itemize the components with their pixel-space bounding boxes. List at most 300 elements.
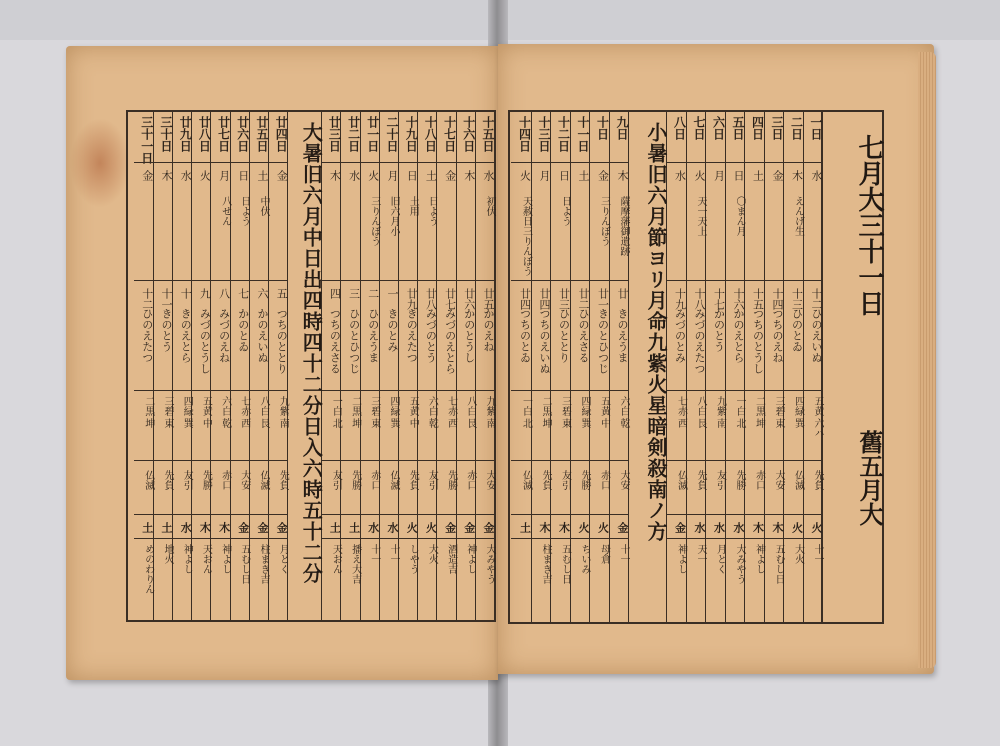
direction: 坤 (349, 418, 361, 428)
rokki-omen: 先勝 (734, 470, 745, 490)
lunar-date: 廿八 (424, 288, 438, 310)
day-number: 十二日 (556, 116, 571, 152)
day-number: 七日 (692, 116, 706, 140)
row-divider (589, 460, 609, 461)
event-note: 天一天上 (695, 196, 706, 236)
weekday: 土 (424, 170, 438, 181)
event-note: 初伏 (483, 196, 495, 216)
extra-note: 地火 (161, 544, 173, 564)
event-note: 三りんぼう (598, 196, 610, 246)
day-number: 一日 (809, 116, 823, 140)
eto-sign: ひのととり (557, 308, 571, 363)
row-divider (456, 390, 475, 391)
lunar-date: 十六 (732, 288, 745, 310)
row-divider (705, 280, 725, 281)
extra-note: 大みやう (734, 544, 745, 584)
day-column (436, 112, 456, 620)
kyusei-star: 四緑 (792, 396, 804, 416)
event-note: 中伏 (257, 196, 269, 216)
row-divider (550, 162, 570, 163)
row-divider (744, 162, 764, 163)
weekday: 日 (236, 170, 250, 181)
lunar-date: 廿三 (557, 288, 571, 310)
weekday: 木 (790, 170, 804, 181)
kyusei-star: 二黒 (540, 396, 551, 416)
row-divider (379, 538, 398, 539)
weekday: 土 (577, 170, 590, 181)
row-divider (436, 460, 455, 461)
lunar-date: 廿九 (405, 288, 419, 310)
kyusei-star: 三碧 (773, 396, 784, 416)
weekday: 火 (518, 170, 532, 181)
rokki-omen: 仏滅 (520, 470, 532, 490)
weekday: 水 (481, 170, 495, 181)
direction: 中 (407, 418, 419, 428)
row-divider (570, 280, 590, 281)
direction: 坤 (540, 418, 551, 428)
row-divider (803, 390, 823, 391)
lunar-date: 四 (328, 288, 342, 299)
row-divider (379, 280, 398, 281)
element: 木 (198, 522, 212, 533)
day-column (360, 112, 380, 620)
row-divider (705, 460, 725, 461)
eto-sign: きのとみ (385, 308, 399, 352)
row-divider (570, 162, 590, 163)
row-divider (210, 280, 229, 281)
extra-note: 五むし日 (559, 544, 571, 584)
element: 金 (275, 522, 289, 533)
day-column (268, 112, 288, 620)
direction: 坤 (142, 418, 154, 428)
element: 火 (790, 522, 804, 533)
row-divider (379, 514, 398, 515)
row-divider (511, 390, 531, 391)
row-divider (191, 162, 210, 163)
row-divider (379, 460, 398, 461)
row-divider (268, 162, 287, 163)
row-divider (744, 514, 764, 515)
direction: 六ハ (812, 418, 823, 438)
lunar-date: 八 (217, 288, 231, 299)
row-divider (705, 514, 725, 515)
row-divider (725, 514, 745, 515)
row-divider (511, 280, 531, 281)
row-divider (531, 390, 551, 391)
weekday: 水 (673, 170, 687, 181)
kyusei-star: 二黒 (349, 396, 361, 416)
eto-sign: みづのえね (217, 308, 231, 363)
weekday: 月 (712, 170, 726, 181)
extra-note: 天おん (200, 544, 212, 574)
row-divider (666, 460, 686, 461)
day-column (705, 112, 726, 622)
day-column (686, 112, 707, 622)
day-column (609, 112, 630, 622)
lunar-date: 七 (236, 288, 250, 299)
row-divider (153, 390, 172, 391)
eto-sign: ひのえうま (366, 308, 380, 363)
row-divider (340, 280, 359, 281)
rokki-omen: 大安 (238, 470, 250, 490)
row-divider (321, 514, 340, 515)
direction: 乾 (426, 418, 438, 428)
row-divider (783, 460, 803, 461)
row-divider (764, 390, 784, 391)
lunar-date: 十 (179, 288, 193, 299)
extra-note: 酒造吉 (445, 544, 457, 574)
direction: 巽 (792, 418, 804, 428)
rokki-omen: 先勝 (349, 470, 361, 490)
element: 金 (616, 522, 629, 533)
eto-sign: みづのえとら (443, 308, 457, 374)
direction: 東 (773, 418, 784, 428)
direction: 南 (483, 418, 495, 428)
kyusei-star: 七赤 (238, 396, 250, 416)
row-divider (456, 538, 475, 539)
row-divider (764, 538, 784, 539)
eto-sign: かのとゐ (236, 308, 250, 352)
rokki-omen: 先負 (540, 470, 551, 490)
eto-sign: つちのとうし (751, 308, 765, 374)
kyusei-star: 一白 (330, 396, 342, 416)
row-divider (725, 538, 745, 539)
row-divider (398, 162, 417, 163)
row-divider (398, 514, 417, 515)
element: 木 (771, 522, 784, 533)
row-divider (210, 514, 229, 515)
day-number: 二日 (789, 116, 804, 140)
row-divider (570, 390, 590, 391)
rokki-omen: 友引 (426, 470, 438, 490)
row-divider (417, 460, 436, 461)
weekday: 金 (140, 170, 154, 181)
row-divider (398, 390, 417, 391)
row-divider (609, 460, 629, 461)
row-divider (686, 162, 706, 163)
row-divider (803, 162, 823, 163)
extra-note: 神よし (675, 544, 687, 574)
day-number: 廿七日 (216, 116, 231, 152)
rokki-omen: 仏滅 (675, 470, 687, 490)
row-divider (172, 390, 191, 391)
row-divider (531, 538, 551, 539)
eto-sign: みづのとみ (673, 308, 687, 363)
element: 火 (424, 522, 438, 533)
day-column (570, 112, 591, 622)
element: 水 (732, 522, 745, 533)
weekday: 金 (596, 170, 610, 181)
day-column (172, 112, 192, 620)
day-column (666, 112, 687, 622)
row-divider (230, 514, 249, 515)
extra-note: 神よし (753, 544, 765, 574)
element: 火 (596, 522, 610, 533)
element: 金 (462, 522, 476, 533)
month-title: 七月大三十一日 (854, 134, 884, 316)
direction: 東 (368, 418, 380, 428)
lunar-date: 十九 (673, 288, 687, 310)
extra-note: 播え大吉 (349, 544, 361, 584)
element: 土 (347, 522, 361, 533)
row-divider (666, 280, 686, 281)
element: 水 (179, 522, 193, 533)
row-divider (191, 514, 210, 515)
day-column (589, 112, 610, 622)
extra-note: 五むし日 (773, 544, 784, 584)
row-divider (172, 514, 191, 515)
row-divider (609, 514, 629, 515)
element: 火 (577, 522, 590, 533)
extra-note: 十一 (387, 544, 399, 564)
lunar-date: 十七 (712, 288, 726, 310)
weekday: 月 (538, 170, 551, 181)
row-divider (783, 280, 803, 281)
lunar-date: 廿一 (596, 288, 610, 310)
element: 金 (443, 522, 457, 533)
row-divider (230, 162, 249, 163)
element: 金 (673, 522, 687, 533)
element: 金 (255, 522, 269, 533)
day-column (803, 112, 824, 622)
day-column (134, 112, 154, 620)
kyusei-star: 八白 (257, 396, 269, 416)
row-divider (360, 460, 379, 461)
row-divider (531, 514, 551, 515)
kyusei-star: 八白 (464, 396, 476, 416)
row-divider (609, 280, 629, 281)
event-note: 土用 (407, 196, 419, 216)
extra-note: しやう (407, 544, 419, 574)
solar-term-note: 大暑旧六月中日出四時四十二分日入六時五十二分 (299, 122, 324, 584)
row-divider (172, 280, 191, 281)
day-number: 九日 (615, 116, 629, 140)
row-divider (321, 390, 340, 391)
day-number: 十七日 (442, 116, 457, 152)
eto-sign: つちのえいぬ (538, 308, 551, 374)
row-divider (783, 390, 803, 391)
row-divider (398, 460, 417, 461)
row-divider (589, 280, 609, 281)
event-note: 三りんぼう (368, 196, 380, 246)
rokki-omen: 先負 (277, 470, 289, 490)
rokki-omen: 先勝 (579, 470, 590, 490)
row-divider (134, 390, 153, 391)
day-number: 八日 (672, 116, 687, 140)
weekday: 日 (732, 170, 745, 181)
row-divider (456, 514, 475, 515)
eto-sign: ひのえたつ (140, 308, 154, 363)
eto-sign: ひのえさる (577, 308, 590, 363)
day-number: 十八日 (423, 116, 438, 152)
extra-note: ちいみ (579, 544, 590, 574)
day-column (340, 112, 360, 620)
day-number: 廿三日 (327, 116, 342, 152)
day-column (550, 112, 571, 622)
row-divider (172, 538, 191, 539)
row-divider (456, 460, 475, 461)
eto-sign: みづのとうし (198, 308, 212, 374)
eto-sign: つちのとゐ (518, 308, 532, 363)
lunar-date: 十二 (140, 288, 154, 310)
event-note: 〇まん月 (734, 196, 745, 236)
row-divider (249, 460, 268, 461)
rokki-omen: 赤口 (464, 470, 476, 490)
row-divider (417, 280, 436, 281)
weekday: 金 (771, 170, 784, 181)
element: 木 (217, 522, 231, 533)
row-divider (436, 280, 455, 281)
extra-note: 神よし (219, 544, 231, 574)
eto-sign: かのえいぬ (255, 308, 269, 363)
row-divider (436, 162, 455, 163)
day-number: 二十日 (384, 116, 399, 152)
kyusei-star: 九紫 (714, 396, 726, 416)
lunar-date: 十一 (159, 288, 173, 310)
row-divider (550, 538, 570, 539)
extra-note: 大火 (426, 544, 438, 564)
row-divider (134, 538, 153, 539)
eto-sign: つちのととり (275, 308, 289, 374)
row-divider (783, 514, 803, 515)
direction: 艮 (257, 418, 269, 428)
row-divider (475, 460, 494, 461)
day-number: 十三日 (537, 116, 551, 152)
day-number: 廿六日 (235, 116, 250, 152)
row-divider (456, 162, 475, 163)
rokki-omen: 赤口 (598, 470, 610, 490)
weekday: 火 (198, 170, 212, 181)
element: 木 (751, 522, 765, 533)
row-divider (744, 280, 764, 281)
row-divider (803, 514, 823, 515)
row-divider (550, 390, 570, 391)
element: 金 (236, 522, 250, 533)
direction: 南 (714, 418, 726, 428)
weekday: 水 (810, 170, 823, 181)
weekday: 金 (443, 170, 457, 181)
element: 土 (159, 522, 173, 533)
rokki-omen: 大安 (773, 470, 784, 490)
element: 木 (538, 522, 551, 533)
weekday: 木 (462, 170, 476, 181)
row-divider (570, 460, 590, 461)
row-divider (475, 390, 494, 391)
rokki-omen: 大安 (483, 470, 495, 490)
row-divider (666, 390, 686, 391)
extra-note: 母倉 (598, 544, 610, 564)
eto-sign: ひのとゐ (790, 308, 804, 352)
lunar-date: 十二 (810, 288, 823, 310)
direction: 東 (559, 418, 571, 428)
extra-note: 柱まき吉 (257, 544, 269, 584)
rokki-omen: 友引 (559, 470, 571, 490)
lunar-date: 廿六 (462, 288, 476, 310)
lunar-date: 廿 (616, 288, 629, 299)
day-number: 十日 (595, 116, 610, 140)
event-note: 日よう (559, 196, 571, 226)
row-divider (249, 538, 268, 539)
solar-term-note: 小暑旧六月節ヨリ月命九紫火星暗剣殺南ノ方 (644, 122, 668, 542)
row-divider (340, 390, 359, 391)
day-column (321, 112, 341, 620)
solar-term-note-column (287, 112, 322, 620)
extra-note: 月とく (714, 544, 726, 574)
weekday: 月 (217, 170, 231, 181)
rokki-omen: 仏滅 (257, 470, 269, 490)
element: 水 (712, 522, 726, 533)
row-divider (609, 162, 629, 163)
event-note: 日よう (426, 196, 438, 226)
kyusei-star: 五黄 (200, 396, 212, 416)
element: 木 (557, 522, 571, 533)
row-divider (589, 514, 609, 515)
rokki-omen: 友引 (714, 470, 726, 490)
eto-sign: きのとひつじ (596, 308, 610, 374)
lunar-date: 六 (255, 288, 269, 299)
row-divider (570, 514, 590, 515)
row-divider (268, 538, 287, 539)
lunar-date: 二 (366, 288, 380, 299)
kyusei-star: 七赤 (675, 396, 687, 416)
direction: 北 (734, 418, 745, 428)
row-divider (531, 280, 551, 281)
row-divider (249, 162, 268, 163)
row-divider (153, 460, 172, 461)
row-divider (398, 538, 417, 539)
day-column (475, 112, 495, 620)
day-column (531, 112, 552, 622)
kyusei-star: 一白 (520, 396, 532, 416)
rokki-omen: 友引 (330, 470, 342, 490)
row-divider (191, 390, 210, 391)
element: 土 (328, 522, 342, 533)
extra-note: 大みやう (483, 544, 495, 584)
row-divider (589, 162, 609, 163)
day-column (764, 112, 785, 622)
row-divider (153, 538, 172, 539)
lunar-date: 廿二 (577, 288, 590, 310)
row-divider (475, 514, 494, 515)
day-number: 廿八日 (197, 116, 212, 152)
row-divider (230, 538, 249, 539)
row-divider (417, 162, 436, 163)
extra-note: 神よし (181, 544, 193, 574)
row-divider (134, 162, 153, 163)
row-divider (210, 390, 229, 391)
row-divider (666, 514, 686, 515)
row-divider (783, 162, 803, 163)
row-divider (398, 280, 417, 281)
direction: 西 (238, 418, 250, 428)
row-divider (191, 460, 210, 461)
row-divider (725, 280, 745, 281)
row-divider (550, 460, 570, 461)
element: 水 (366, 522, 380, 533)
day-number: 三日 (770, 116, 784, 140)
kyusei-star: 二黒 (753, 396, 765, 416)
rokki-omen: 赤口 (219, 470, 231, 490)
left-calendar-table (126, 110, 496, 622)
row-divider (417, 538, 436, 539)
lunar-date: 十八 (693, 288, 706, 310)
kyusei-star: 八白 (695, 396, 706, 416)
row-divider (511, 514, 531, 515)
direction: 艮 (695, 418, 706, 428)
kyusei-star: 五黄 (598, 396, 610, 416)
row-divider (360, 390, 379, 391)
kyusei-star: 三碧 (559, 396, 571, 416)
